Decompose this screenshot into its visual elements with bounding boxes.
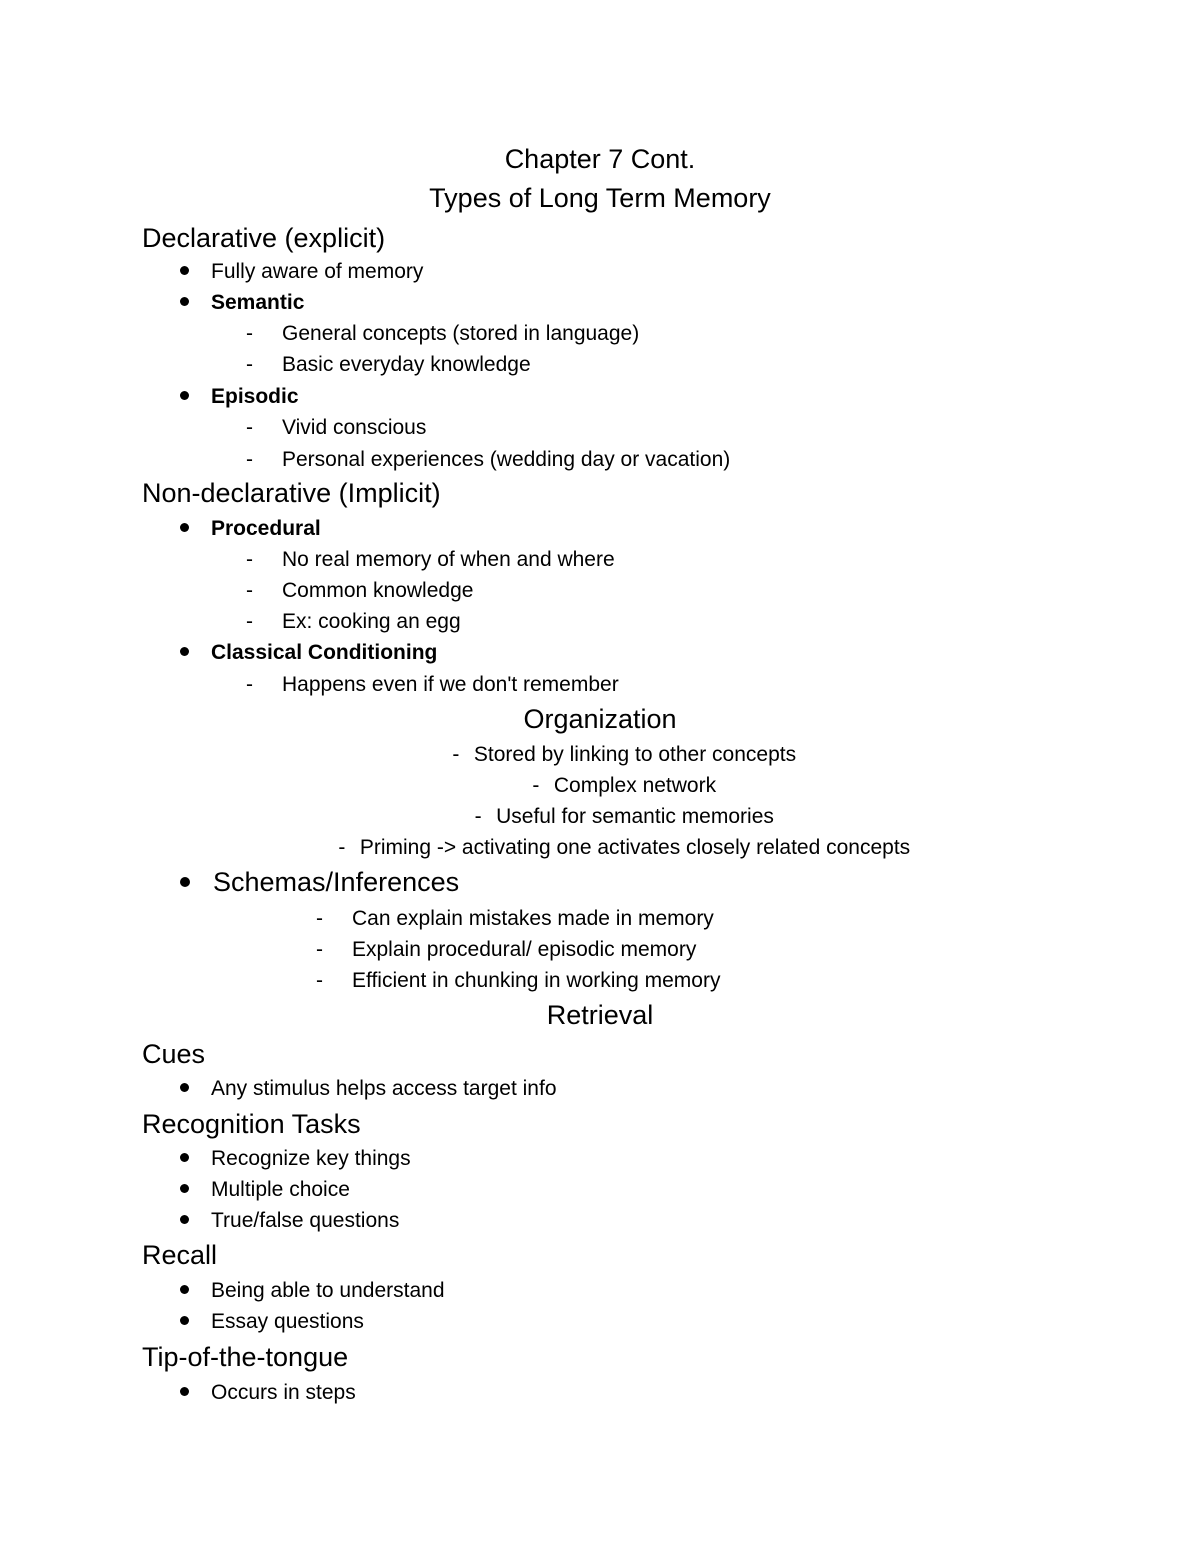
bullet-icon: [180, 1153, 189, 1162]
bullet-icon: [180, 1316, 189, 1325]
sub-item: - Priming -> activating one activates closely related concepts: [338, 836, 911, 859]
list-item-episodic: Episodic: [180, 386, 299, 407]
sub-item: - Can explain mistakes made in memory: [316, 907, 714, 930]
list-item-procedural: Procedural: [180, 518, 321, 539]
sub-item: - Ex: cooking an egg: [246, 610, 461, 633]
list-item: Recognize key things: [180, 1148, 411, 1169]
list-item: Any stimulus helps access target info: [180, 1078, 557, 1099]
section-heading-organization: Organization: [523, 704, 677, 734]
list-item: True/false questions: [180, 1210, 399, 1231]
section-heading-nondeclarative: Non-declarative (Implicit): [142, 478, 441, 508]
sub-item: - Common knowledge: [246, 579, 474, 602]
bullet-icon: [180, 266, 189, 275]
sub-item: - Vivid conscious: [246, 416, 427, 439]
page-title: Chapter 7 Cont.: [504, 144, 696, 174]
sub-item: - Efficient in chunking in working memory: [316, 969, 721, 992]
section-heading-retrieval: Retrieval: [546, 1000, 654, 1030]
list-item-semantic: Semantic: [180, 292, 304, 313]
sub-item: - Stored by linking to other concepts: [452, 743, 797, 766]
bullet-icon: [180, 647, 189, 656]
sub-item: - Basic everyday knowledge: [246, 353, 531, 376]
list-item: Essay questions: [180, 1311, 364, 1332]
sub-item: - Useful for semantic memories: [474, 805, 774, 828]
list-item: Fully aware of memory: [180, 261, 423, 282]
list-item-schemas: Schemas/Inferences: [180, 869, 459, 896]
bullet-icon: [180, 1184, 189, 1193]
sub-item: - General concepts (stored in language): [246, 322, 640, 345]
bullet-icon: [180, 297, 189, 306]
bullet-icon: [180, 391, 189, 400]
list-item: Multiple choice: [180, 1179, 350, 1200]
bullet-icon: [180, 1215, 189, 1224]
bullet-icon: [180, 523, 189, 532]
section-heading-cues: Cues: [142, 1039, 206, 1069]
page-subtitle: Types of Long Term Memory: [429, 183, 771, 213]
section-heading-tip-of-the-tongue: Tip-of-the-tongue: [142, 1342, 349, 1372]
sub-item: - Happens even if we don't remember: [246, 673, 619, 696]
bullet-icon: [180, 1387, 189, 1396]
bullet-icon: [180, 877, 190, 887]
sub-item: - Explain procedural/ episodic memory: [316, 938, 697, 961]
list-item-classical-conditioning: Classical Conditioning: [180, 642, 437, 663]
sub-item: - Personal experiences (wedding day or vacation): [246, 448, 731, 471]
section-heading-recall: Recall: [142, 1240, 218, 1270]
section-heading-declarative: Declarative (explicit): [142, 223, 386, 253]
sub-item: - No real memory of when and where: [246, 548, 615, 571]
sub-item: - Complex network: [532, 774, 717, 797]
section-heading-recognition: Recognition Tasks: [142, 1109, 361, 1139]
list-item: Being able to understand: [180, 1280, 445, 1301]
bullet-icon: [180, 1083, 189, 1092]
list-item: Occurs in steps: [180, 1382, 356, 1403]
bullet-icon: [180, 1285, 189, 1294]
